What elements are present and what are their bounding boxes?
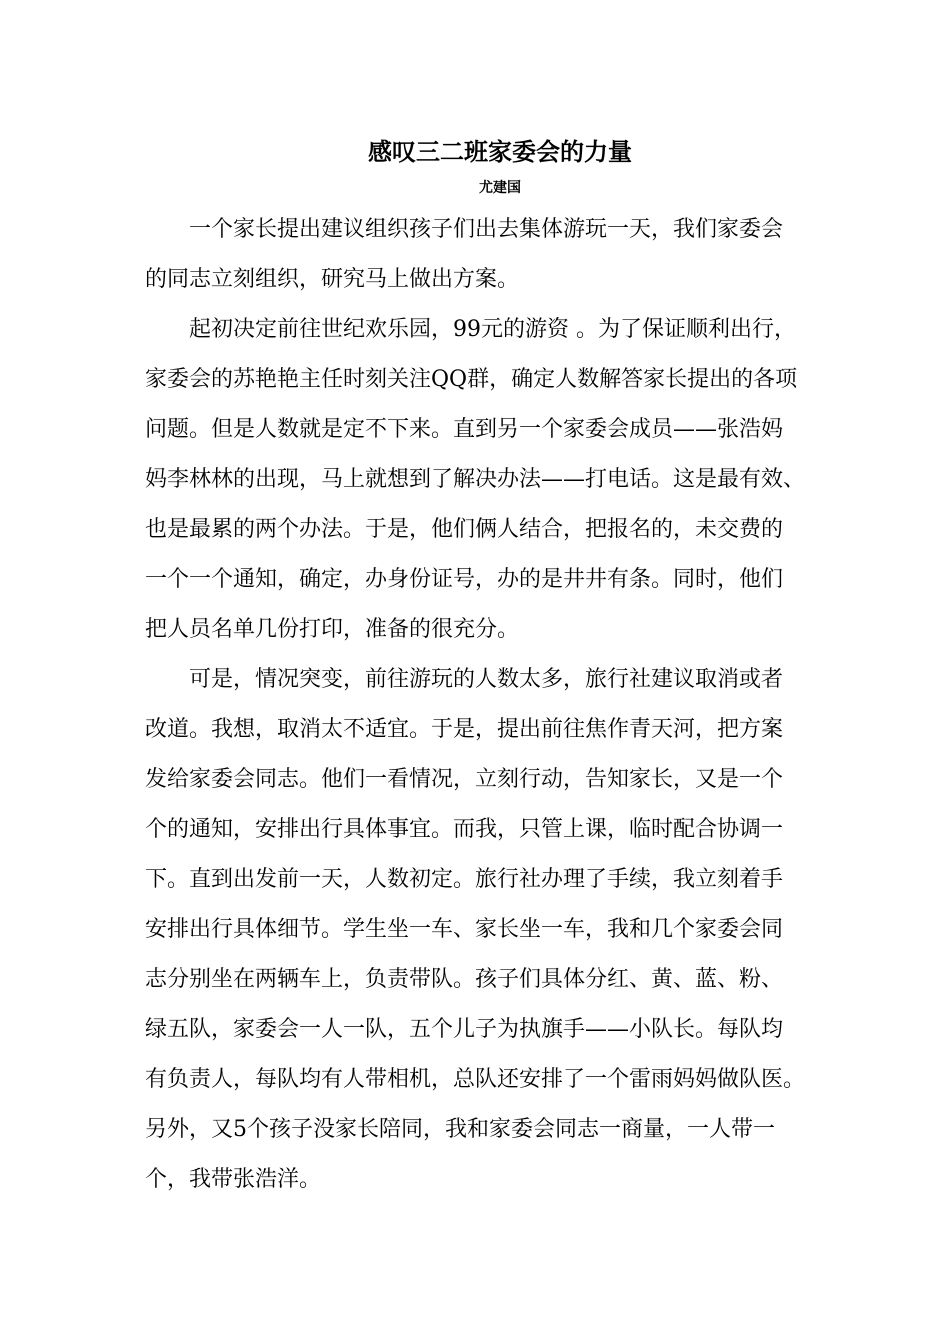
paragraph-line: 安排出行具体细节。学生坐一车、家长坐一车，我和几个家委会同: [145, 917, 784, 942]
paragraph-line: 的同志立刻组织，研究马上做出方案。: [145, 267, 520, 292]
document-title: 感叹三二班家委会的力量: [368, 138, 632, 166]
paragraph-line: 绿五队，家委会一人一队，五个儿子为执旗手——小队长。每队均: [145, 1017, 784, 1042]
paragraph-line: 个的通知，安排出行具体事宜。而我，只管上课，临时配合协调一: [145, 817, 784, 842]
paragraph-line: 问题。但是人数就是定不下来。直到另一个家委会成员——张浩妈: [145, 417, 784, 442]
paragraph-line: 妈李林林的出现，马上就想到了解决办法——打电话。这是最有效、: [145, 467, 806, 492]
document-author: 尤建国: [479, 180, 521, 196]
paragraph-line: 志分别坐在两辆车上，负责带队。孩子们具体分红、黄、蓝、粉、: [145, 967, 784, 992]
paragraph-line: 也是最累的两个办法。于是，他们俩人结合，把报名的，未交费的: [145, 517, 784, 542]
paragraph-line: 发给家委会同志。他们一看情况，立刻行动，告知家长，又是一个: [145, 767, 784, 792]
paragraph-line: 有负责人，每队均有人带相机，总队还安排了一个雷雨妈妈做队医。: [145, 1067, 806, 1092]
paragraph-line: 另外，又5个孩子没家长陪同，我和家委会同志一商量，一人带一: [145, 1117, 775, 1142]
paragraph-line: 一个一个通知，确定，办身份证号，办的是井井有条。同时，他们: [145, 567, 784, 592]
paragraph-line: 可是，情况突变，前往游玩的人数太多，旅行社建议取消或者: [189, 667, 784, 692]
paragraph-line: 个，我带张浩洋。: [145, 1167, 322, 1192]
paragraph-line: 下。直到出发前一天，人数初定。旅行社办理了手续，我立刻着手: [145, 867, 784, 892]
paragraph-line: 家委会的苏艳艳主任时刻关注QQ群，确定人数解答家长提出的各项: [145, 367, 798, 392]
paragraph-line: 改道。我想，取消太不适宜。于是，提出前往焦作青天河，把方案: [145, 717, 784, 742]
paragraph-line: 把人员名单几份打印，准备的很充分。: [145, 617, 520, 642]
paragraph-line: 起初决定前往世纪欢乐园，99元的游资 。为了保证顺利出行，: [189, 317, 796, 342]
paragraph-line: 一个家长提出建议组织孩子们出去集体游玩一天，我们家委会: [189, 217, 784, 242]
document-body: [145, 205, 835, 1205]
paragraph: [145, 655, 835, 1205]
paragraph: [145, 305, 835, 655]
paragraph: [145, 205, 835, 305]
